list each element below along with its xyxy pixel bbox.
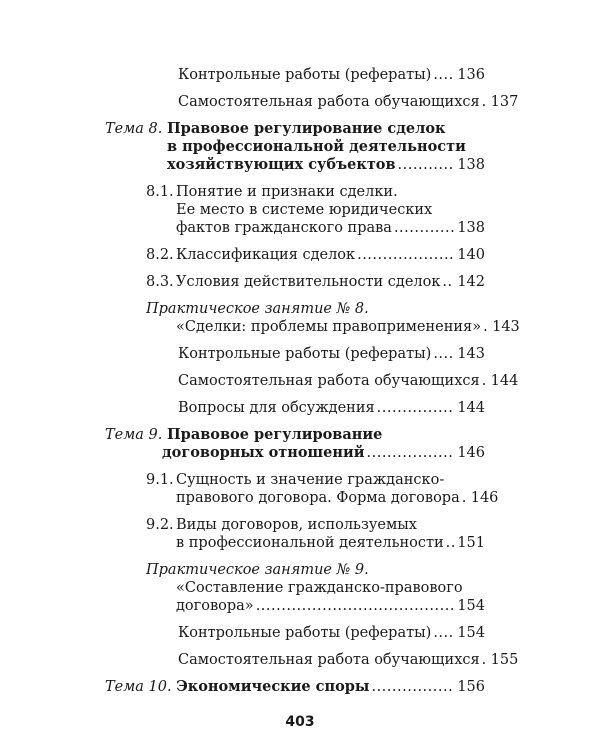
toc-leader: [482, 372, 488, 390]
toc-entry: [176, 534, 485, 552]
toc-leader: [371, 678, 454, 696]
toc-entry: [178, 399, 485, 417]
toc-page-number: 136: [457, 67, 485, 83]
subsection-title-line: Сущность и значение гражданско-: [176, 472, 445, 488]
toc-entry-title: Контрольные работы (рефераты): [178, 67, 432, 83]
toc-page-number: 154: [457, 625, 485, 641]
toc-entry: [105, 678, 485, 696]
toc-leader: [367, 444, 455, 462]
topic-title-line: хозяйствующих субъектов: [167, 156, 396, 173]
topic-title-line: договорных отношений: [162, 444, 365, 461]
subsection-title: Условия действительности сделок: [176, 274, 441, 290]
toc-page-number: 144: [457, 400, 485, 416]
subsection-title-line: Понятие и признаки сделки.: [176, 184, 398, 200]
toc-entry: [176, 318, 520, 336]
toc-entry-title: Самостоятельная работа обучающихся: [178, 652, 480, 668]
toc-page-number: 138: [457, 157, 485, 173]
practical-title: «Сделки: проблемы правоприменения»: [176, 319, 482, 335]
subsection-title-line: в профессиональной деятельности: [176, 535, 444, 551]
toc-entry-title: Контрольные работы (рефераты): [178, 346, 432, 362]
toc-entry-title: Вопросы для обсуждения: [178, 400, 375, 416]
toc-entry-title: Самостоятельная работа обучающихся: [178, 94, 480, 110]
toc-entry: [176, 219, 485, 237]
topic-heading: [105, 120, 446, 138]
toc-entry: [178, 345, 485, 363]
toc-page-number: 143: [457, 346, 485, 362]
toc-leader: [256, 597, 455, 615]
toc-page-number: 156: [457, 679, 485, 695]
toc-leader: [442, 273, 454, 291]
toc-entry: [162, 444, 485, 462]
toc-leader: [483, 318, 489, 336]
toc-leader: [377, 399, 455, 417]
toc-page-number: 142: [457, 274, 485, 290]
toc-entry: [178, 93, 519, 111]
toc-entry: [146, 246, 485, 264]
toc-page-number: 146: [457, 445, 485, 461]
toc-page-number: 138: [457, 220, 485, 236]
toc-entry: [178, 624, 485, 642]
subsection-number: 8.1.: [146, 184, 174, 200]
topic-title: Экономические споры: [176, 678, 370, 695]
topic-label: Тема 8.: [105, 121, 163, 137]
toc-entry-title: Контрольные работы (рефераты): [178, 625, 432, 641]
toc-leader: [398, 156, 455, 174]
topic-label: Тема 10.: [105, 679, 172, 695]
toc-leader: [394, 219, 454, 237]
toc-leader: [446, 534, 455, 552]
toc-leader: [462, 489, 468, 507]
toc-page-number: 154: [457, 598, 485, 614]
practical-title-line: договора»: [176, 598, 254, 614]
subsection-number: 8.2.: [146, 247, 174, 263]
toc-page-number: 146: [470, 490, 499, 506]
toc-leader: [482, 651, 488, 669]
practical-label: Практическое занятие № 8.: [146, 301, 369, 317]
practical-label: Практическое занятие № 9.: [146, 562, 369, 578]
toc-entry: [167, 156, 485, 174]
practical-title-line: «Составление гражданско-правового: [176, 580, 463, 596]
toc-leader: [433, 66, 454, 84]
subsection-title-line: Виды договоров, используемых: [176, 517, 417, 533]
toc-page-number: 143: [492, 319, 520, 335]
topic-title-line: Правовое регулирование: [166, 426, 383, 443]
toc-leader: [357, 246, 454, 264]
toc-page-number: 137: [490, 94, 519, 110]
page-number: 403: [285, 714, 315, 730]
toc-leader: [482, 93, 488, 111]
topic-title-line: Правовое регулирование сделок: [166, 120, 446, 137]
subsection-number: 8.3.: [146, 274, 174, 290]
toc-entry: [146, 273, 485, 291]
topic-label: Тема 9.: [105, 427, 163, 443]
toc-entry: [176, 489, 499, 507]
toc-entry: [178, 651, 519, 669]
toc-leader: [433, 624, 454, 642]
toc-page-number: 155: [490, 652, 519, 668]
toc-entry: [178, 66, 485, 84]
topic-title-line: в профессиональной деятельности: [167, 138, 466, 155]
subsection-title-line: правового договора. Форма договора: [176, 490, 460, 506]
subsection-number: 9.2.: [146, 517, 174, 533]
toc-page-number: 151: [457, 535, 485, 551]
subsection-heading: [146, 183, 398, 201]
toc-leader: [433, 345, 454, 363]
subsection-heading: [146, 516, 417, 534]
toc-page-number: 144: [490, 373, 519, 389]
subsection-title: Классификация сделок: [176, 247, 356, 263]
subsection-title-line: Ее место в системе юридических: [176, 202, 433, 218]
subsection-title-line: фактов гражданского права: [176, 220, 392, 236]
subsection-heading: [146, 471, 444, 489]
toc-entry: [176, 597, 485, 615]
toc-page-number: 140: [457, 247, 485, 263]
toc-entry: [178, 372, 519, 390]
toc-entry-title: Самостоятельная работа обучающихся: [178, 373, 480, 389]
subsection-number: 9.1.: [146, 472, 174, 488]
topic-heading: [105, 426, 382, 444]
